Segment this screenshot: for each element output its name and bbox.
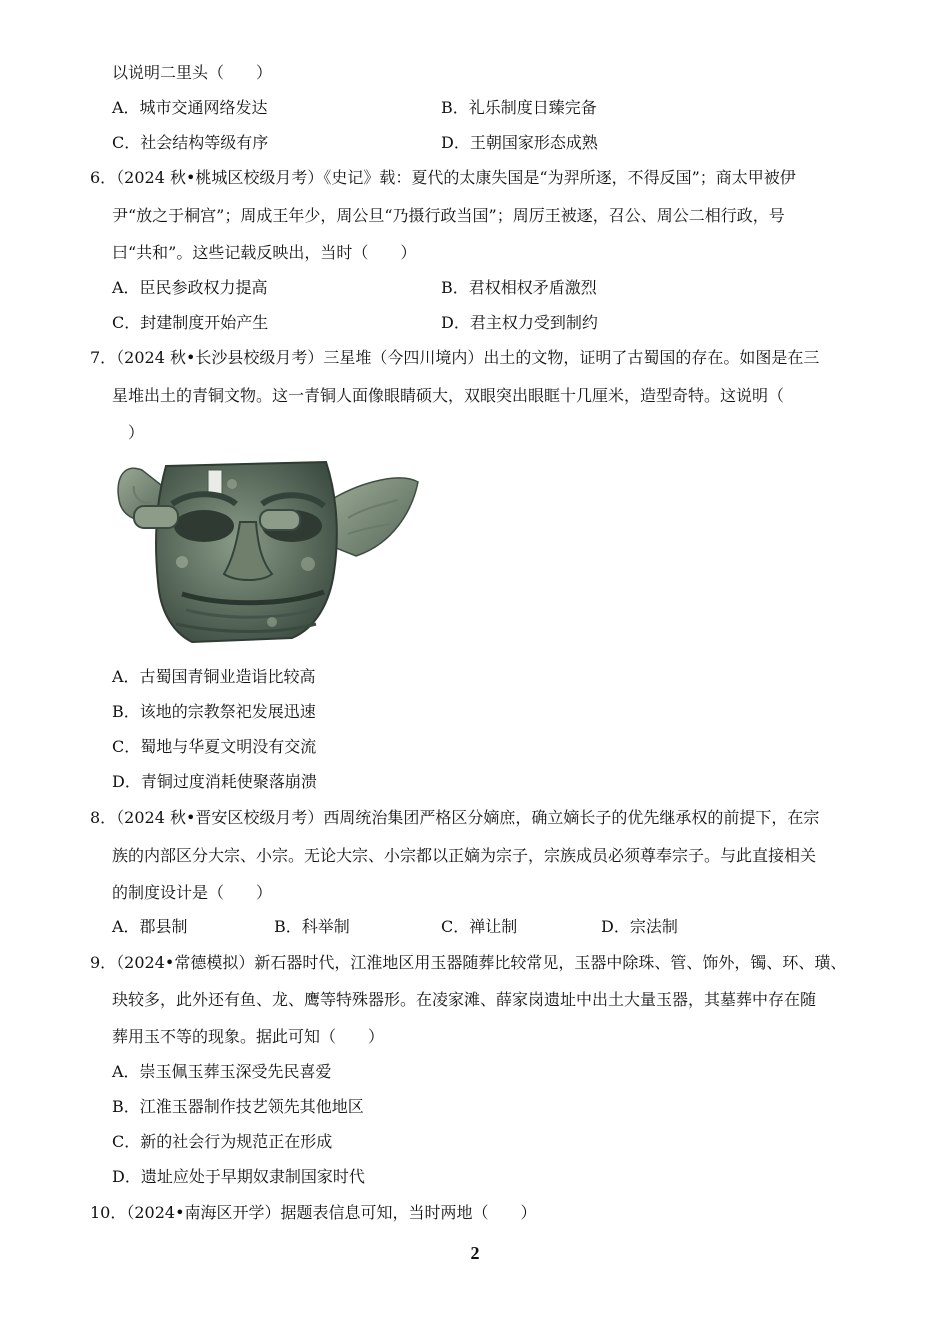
q8-option-d[interactable]: D．宗法制	[601, 917, 678, 936]
q7-option-c[interactable]: C．蜀地与华夏文明没有交流	[112, 737, 317, 756]
q8-stem-line-2: 族的内部区分大宗、小宗。无论大宗、小宗都以正嫡为宗子，宗族成员必须尊奉宗子。与此直接相关	[112, 846, 817, 865]
q8-stem-line-1: 8．（2024 秋•晋安区校级月考）西周统治集团严格区分嫡庶，确立嫡长子的优先继承权的前提下，在宗	[90, 808, 820, 827]
q6-option-d[interactable]: D．君主权力受到制约	[441, 313, 598, 332]
q5-option-b[interactable]: B．礼乐制度日臻完备	[441, 98, 597, 117]
q8-stem-line-3: 的制度设计是（ ）	[112, 883, 273, 902]
q7-stem-line-2: 星堆出土的青铜文物。这一青铜人面像眼睛硕大，双眼突出眼眶十几厘米，造型奇特。这说明（	[112, 386, 785, 405]
q6-option-c[interactable]: C．封建制度开始产生	[112, 313, 269, 332]
q8-option-c[interactable]: C．禅让制	[441, 917, 518, 936]
q9-option-d[interactable]: D．遗址应处于早期奴隶制国家时代	[112, 1167, 365, 1186]
q7-stem-line-3: ）	[128, 423, 145, 442]
q5-stem-tail: 以说明二里头（ ）	[112, 63, 273, 82]
q6-stem-line-2: 尹“放之于桐宫”；周成王年少，周公旦“乃摄行政当国”；周厉王被逐，召公、周公二相行政，号	[112, 206, 785, 225]
q5-option-c[interactable]: C．社会结构等级有序	[112, 133, 269, 152]
q9-option-c[interactable]: C．新的社会行为规范正在形成	[112, 1132, 333, 1151]
q7-option-b[interactable]: B．该地的宗教祭祀发展迅速	[112, 702, 316, 721]
q6-stem-line-3: 曰“共和”。这些记载反映出，当时（ ）	[112, 243, 417, 262]
bronze-mask-icon	[112, 452, 422, 648]
q5-option-d[interactable]: D．王朝国家形态成熟	[441, 133, 598, 152]
q6-option-b[interactable]: B．君权相权矛盾激烈	[441, 278, 597, 297]
q10-stem-line-1: 10．（2024•南海区开学）据题表信息可知，当时两地（ ）	[90, 1203, 537, 1222]
q6-stem-line-1: 6．（2024 秋•桃城区校级月考）《史记》载：夏代的太康失国是“为羿所逐，不得反国”；商太甲被伊	[90, 168, 796, 187]
q7-option-d[interactable]: D．青铜过度消耗使聚落崩溃	[112, 772, 317, 791]
page-number: 2	[470, 1243, 480, 1263]
q9-stem-line-1: 9．（2024•常德模拟）新石器时代，江淮地区用玉器随葬比较常见，玉器中除珠、管、饰外，镯、环、璜、	[90, 953, 847, 972]
q9-stem-line-2: 玦较多，此外还有鱼、龙、鹰等特殊器形。在凌家滩、薛家岗遗址中出土大量玉器，其墓葬中存在随	[112, 990, 817, 1009]
q6-option-a[interactable]: A．臣民参政权力提高	[112, 278, 268, 297]
q9-option-b[interactable]: B．江淮玉器制作技艺领先其他地区	[112, 1097, 364, 1116]
q8-option-b[interactable]: B．科举制	[274, 917, 350, 936]
q5-option-a[interactable]: A．城市交通网络发达	[112, 98, 268, 117]
q9-option-a[interactable]: A．崇玉佩玉葬玉深受先民喜爱	[112, 1062, 332, 1081]
q8-option-a[interactable]: A．郡县制	[112, 917, 188, 936]
q7-stem-line-1: 7．（2024 秋•长沙县校级月考）三星堆（今四川境内）出土的文物，证明了古蜀国的存在。如图是在三	[90, 348, 820, 367]
q9-stem-line-3: 葬用玉不等的现象。据此可知（ ）	[112, 1027, 385, 1046]
q7-option-a[interactable]: A．古蜀国青铜业造诣比较高	[112, 667, 316, 686]
